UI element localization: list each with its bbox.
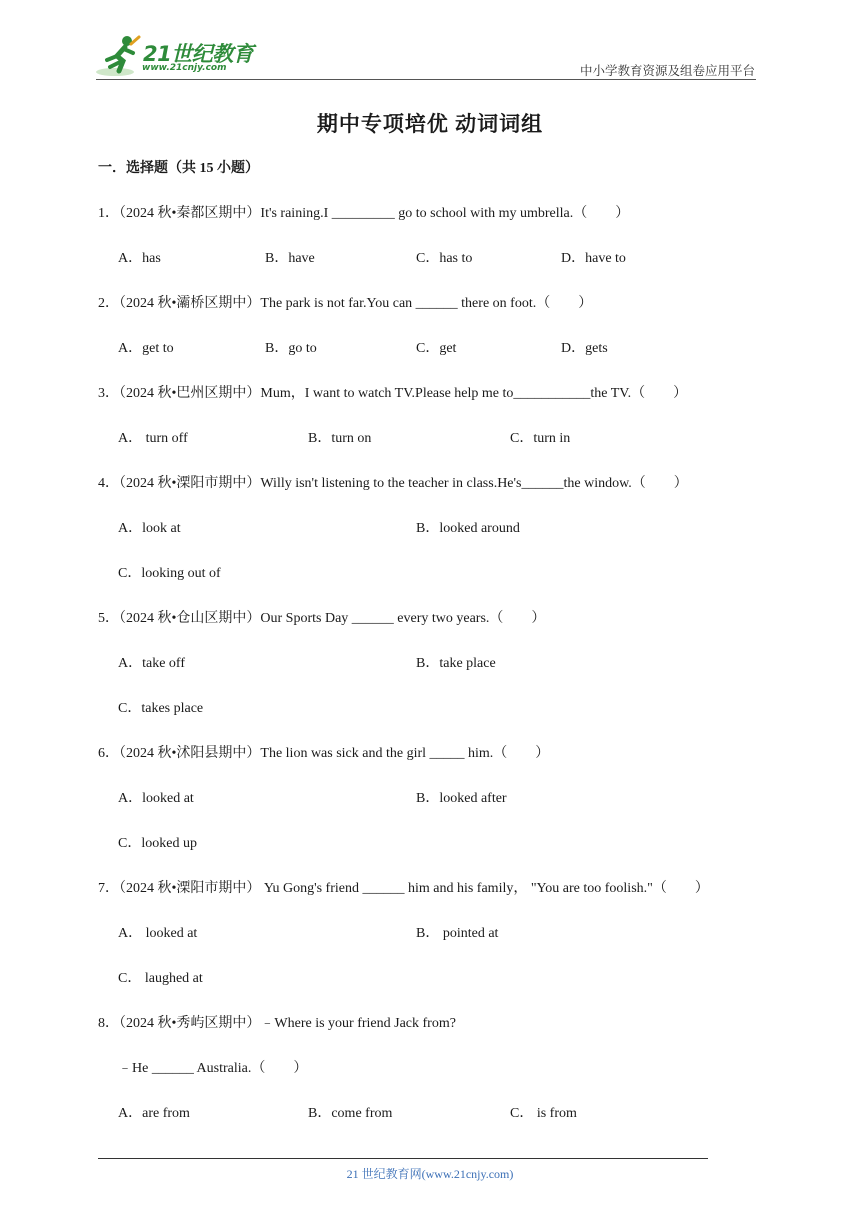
option-c[interactable]: C．get (416, 341, 457, 356)
logo-text: 21世纪教育 (143, 42, 254, 66)
option-d[interactable]: D．gets (561, 341, 608, 356)
runner-icon (95, 34, 143, 78)
option-c[interactable]: C．looked up (118, 836, 197, 851)
option-b[interactable]: B．go to (265, 341, 317, 356)
option-a[interactable]: A． looked at (118, 926, 198, 941)
question-stem: 8．（2024 秋•秀屿区期中）﹣Where is your friend Jack from? (98, 1016, 456, 1031)
option-c[interactable]: C．takes place (118, 701, 204, 716)
question-stem: 7．（2024 秋•溧阳市期中） Yu Gong's friend ______ him and his family， "You are too foolish."（ ） (98, 881, 709, 896)
question-stem: 4．（2024 秋•溧阳市期中）Willy isn't listening to the teacher in class.He's______the window.（ ） (98, 476, 688, 491)
question-stem: 6．（2024 秋•沭阳县期中）The lion was sick and the girl _____ him.（ ） (98, 746, 550, 761)
option-c[interactable]: C．has to (416, 251, 473, 266)
question-stem: 2．（2024 秋•灞桥区期中）The park is not far.You can ______ there on foot.（ ） (98, 296, 593, 311)
option-b[interactable]: B．turn on (308, 431, 372, 446)
footer-divider (98, 1158, 708, 1159)
question-stem: 5．（2024 秋•仓山区期中）Our Sports Day ______ every two years.（ ） (98, 611, 546, 626)
page-title: 期中专项培优 动词词组 (316, 112, 544, 136)
question-stem: 1．（2024 秋•秦都区期中）It's raining.I _________ go to school with my umbrella.（ ） (98, 206, 630, 221)
option-a[interactable]: A．take off (118, 656, 185, 671)
header-platform-text: 中小学教育资源及组卷应用平台 (579, 64, 755, 78)
option-a[interactable]: A．has (118, 251, 161, 266)
option-c[interactable]: C．looking out of (118, 566, 221, 581)
option-b[interactable]: B．looked after (416, 791, 507, 806)
option-a[interactable]: A．get to (118, 341, 174, 356)
question-stem: 3．（2024 秋•巴州区期中）Mum，I want to watch TV.Please help me to___________the TV.（ ） (98, 386, 688, 401)
option-b[interactable]: B．take place (416, 656, 496, 671)
section-heading: 一．选择题（共 15 小题） (98, 161, 259, 176)
logo-url: www.21cnjy.com (142, 63, 227, 73)
option-c[interactable]: C． is from (510, 1106, 577, 1121)
option-b[interactable]: B．have (265, 251, 315, 266)
option-a[interactable]: A．looked at (118, 791, 194, 806)
option-a[interactable]: A．are from (118, 1106, 190, 1121)
option-b[interactable]: B．looked around (416, 521, 520, 536)
option-c[interactable]: C．turn in (510, 431, 571, 446)
option-b[interactable]: B． pointed at (416, 926, 499, 941)
option-a[interactable]: A． turn off (118, 431, 188, 446)
option-c[interactable]: C． laughed at (118, 971, 203, 986)
option-a[interactable]: A．look at (118, 521, 181, 536)
option-b[interactable]: B．come from (308, 1106, 393, 1121)
header-divider (96, 79, 756, 80)
question-stem-line2: ﹣He ______ Australia.（ ） (118, 1061, 308, 1076)
site-logo (95, 34, 265, 78)
footer-link[interactable]: 21 世纪教育网(www.21cnjy.com) (346, 1167, 514, 1181)
option-d[interactable]: D．have to (561, 251, 626, 266)
